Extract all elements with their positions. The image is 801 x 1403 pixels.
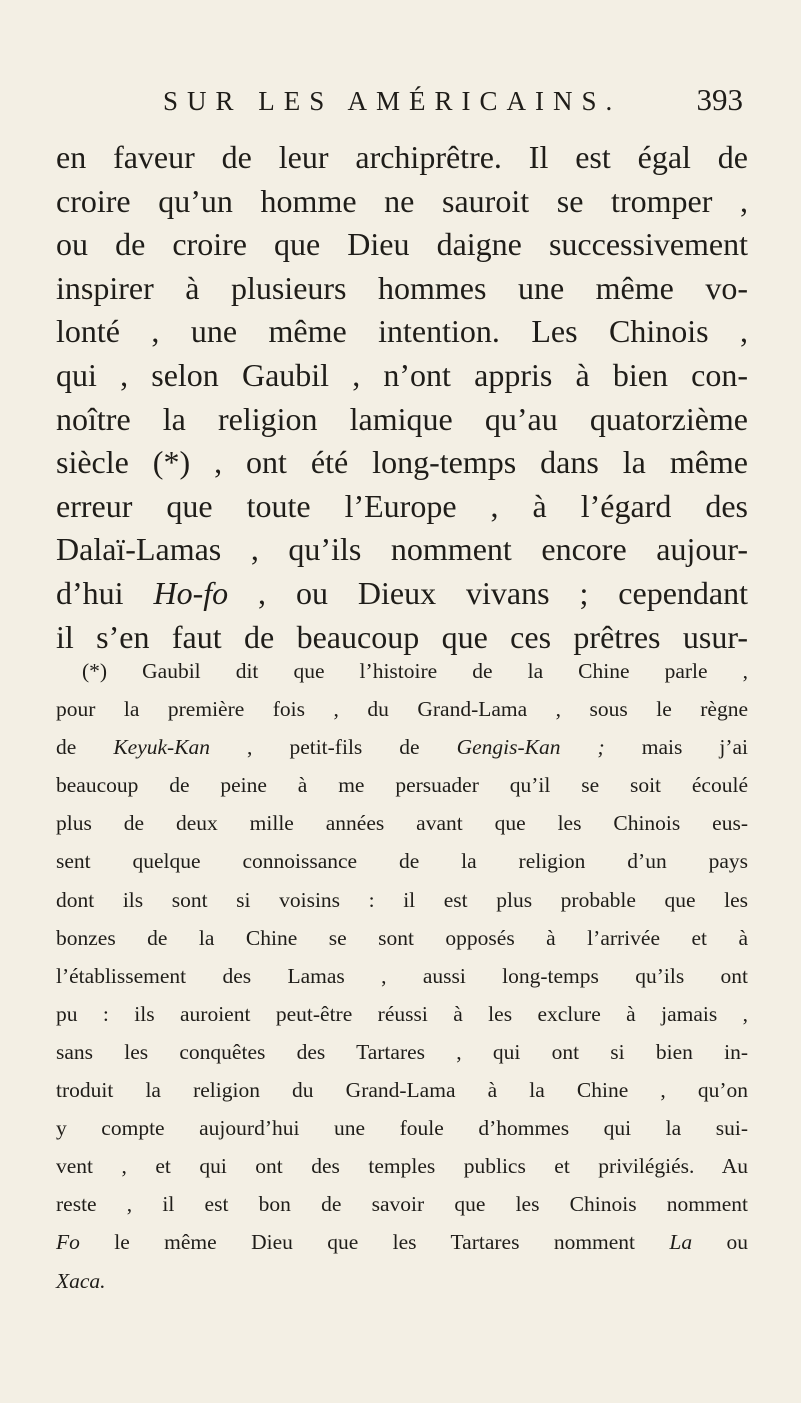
footnote-line: reste , il est bon de savoir que les Chinois nomment bbox=[56, 1192, 748, 1217]
body-line: croire qu’un homme ne sauroit se tromper , bbox=[56, 182, 748, 219]
footnote-line: sent quelque connoissance de la religion d’un pays bbox=[56, 849, 748, 874]
body-line: siècle (*) , ont été long-temps dans la même bbox=[56, 444, 748, 481]
footnote-italic-text: Xaca. bbox=[56, 1268, 106, 1293]
footnote-line: plus de deux mille années avant que les Chinois eus- bbox=[56, 811, 748, 836]
footnote-line bbox=[56, 1262, 748, 1300]
footnote-line: y compte aujourd’hui une foule d’hommes qui la sui- bbox=[56, 1116, 748, 1141]
footnote-line: (*) Gaubil dit que l’histoire de la Chine parle , bbox=[82, 659, 748, 683]
footnote-line: Fo le même Dieu que les Tartares nomment La ou bbox=[56, 1230, 748, 1255]
footnote-line: l’établissement des Lamas , aussi long-temps qu’ils ont bbox=[56, 963, 748, 988]
body-line: ou de croire que Dieu daigne successivement bbox=[56, 226, 748, 263]
page-number: 393 bbox=[696, 82, 743, 117]
body-line: il s’en faut de beaucoup que ces prêtres usur- bbox=[56, 618, 748, 655]
footnote-line: sans les conquêtes des Tartares , qui ont si bien in- bbox=[56, 1039, 748, 1064]
body-line: Dalaï-Lamas , qu’ils nomment encore aujour- bbox=[56, 531, 748, 568]
footnote-line: pu : ils auroient peut-être réussi à les exclure à jamais , bbox=[56, 1001, 748, 1026]
footnote-line: beaucoup de peine à me persuader qu’il se soit écoulé bbox=[56, 773, 748, 798]
body-line: lonté , une même intention. Les Chinois , bbox=[56, 313, 748, 350]
running-head-title: SUR LES AMÉRICAINS. bbox=[163, 86, 622, 116]
footnote-italic-text: Fo bbox=[56, 1230, 80, 1255]
body-line: qui , selon Gaubil , n’ont appris à bien con- bbox=[56, 356, 748, 393]
footnote-italic-text: Keyuk-Kan bbox=[113, 735, 211, 760]
body-line: d’hui Ho-fo , ou Dieux vivans ; cependant bbox=[56, 574, 748, 611]
footnote-line: vent , et qui ont des temples publics et privilégiés. Au bbox=[56, 1154, 748, 1179]
footnote-italic-text: Gengis-Kan ; bbox=[456, 735, 605, 760]
body-line: en faveur de leur archiprêtre. Il est égal de bbox=[56, 139, 748, 175]
body-italic-text: Ho-fo bbox=[153, 574, 229, 611]
footnote-line: de Keyuk-Kan , petit-fils de Gengis-Kan ; mais j’ai bbox=[56, 735, 748, 760]
body-line: inspirer à plusieurs hommes une même vo- bbox=[56, 269, 748, 306]
body-text bbox=[56, 136, 748, 659]
running-head bbox=[163, 82, 743, 126]
footnote-italic-text: La bbox=[669, 1230, 693, 1255]
footnote-line: bonzes de la Chine se sont opposés à l’arrivée et à bbox=[56, 925, 748, 950]
body-line: erreur que toute l’Europe , à l’égard des bbox=[56, 487, 748, 524]
footnote-line: pour la première fois , du Grand-Lama , sous le règne bbox=[56, 697, 748, 722]
footnote-line: troduit la religion du Grand-Lama à la Chine , qu’on bbox=[56, 1078, 748, 1103]
footnote bbox=[56, 652, 748, 1300]
body-line: noître la religion lamique qu’au quatorzième bbox=[56, 400, 748, 437]
footnote-line: dont ils sont si voisins : il est plus probable que les bbox=[56, 887, 748, 912]
